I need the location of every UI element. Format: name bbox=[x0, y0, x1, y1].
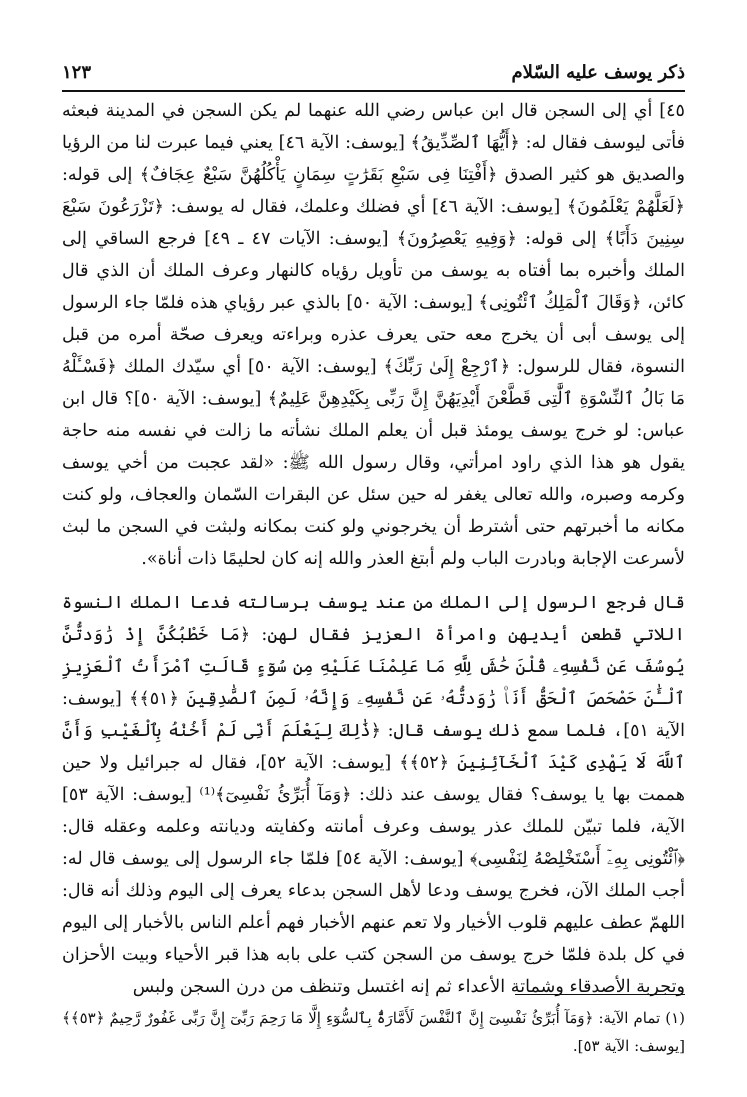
paragraph: ٤٥] أي إلى السجن قال ابن عباس رضي الله عنهما لم يكن السجن في المدينة فبعثه فأتى ليوسف فقال له: ﴿أَيُّهَا ٱلصِّدِّيقُ﴾ [يوسف: الآية ٤٦] يعني فيما عبرت لنا من الرؤيا والصديق هو كثير الصدق ﴿أَفْتِنَا فِى سَبْعِ بَقَرَٰتٍ سِمَانٍ يَأْكُلُهُنَّ سَبْعٌ عِجَافٌ﴾ إلى قوله: ﴿لَعَلَّهُمْ يَعْلَمُونَ﴾ [يوسف: الآية ٤٦] أي فضلك وعلمك، فقال له يوسف: ﴿تَزْرَعُونَ سَبْعَ سِنِينَ دَأَبًا﴾ إلى قوله: ﴿وَفِيهِ يَعْصِرُونَ﴾ [يوسف: الآيات ٤٧ ـ ٤٩] فرجع الساقي إلى الملك وأخبره بما أفتاه به يوسف من تأويل رؤياه كالنهار وعرف الملك أن الذي قال كائن، ﴿وَقَالَ ٱلْمَلِكُ ٱئْتُونِى﴾ [يوسف: الآية ٥٠] بالذي عبر رؤياي هذه فلمّا جاء الرسول إلى يوسف أبى أن يخرج معه حتى يعرف عذره وبراءته ويعرف صحّة أمره من قبل النسوة، فقال للرسول: ﴿ٱرْجِعْ إِلَىٰ رَبِّكَ﴾ [يوسف: الآية ٥٠] أي سيّدك الملك ﴿فَسْـَٔلْهُ مَا بَالُ ٱلنِّسْوَةِ ٱلَّٰتِى قَطَّعْنَ أَيْدِيَهُنَّ إِنَّ رَبِّى بِكَيْدِهِنَّ عَلِيمٌ﴾ [يوسف: الآية ٥٠]؟ قال ابن عباس: لو خرج يوسف يومئذ قبل أن يعلم الملك نشأته ما زالت في نفسه منه حاجة يقول هو هذا الذي راود امرأتي، وقال رسول الله ﷺ: «لقد عجبت من أخي يوسف وكرمه وصبره، والله تعالى يغفر له حين سئل عن البقرات السّمان والعجاف، ولو كنت مكانه ما أخبرتهم حتى أشترط أن يخرجوني ولو كنت بمكانه ولبثت في السجن ما لبث لأسرعت الإجابة وبادرت الباب ولم أبتغ العذر والله إنه كان لحليمًا ذات أناة». bbox=[62, 101, 686, 569]
main-text bbox=[62, 95, 685, 1003]
page-number: ١٢٣ bbox=[62, 61, 92, 83]
footnote: (١) تمام الآية: ﴿وَمَآ أُبَرِّئُ نَفْسِىٓ إِنَّ ٱلنَّفْسَ لَأَمَّارَةٌۢ بِٱلسُّوٓءِ إِلَّا مَا رَحِمَ رَبِّىٓ إِنَّ رَبِّى غَفُورٌ رَّحِيمٌ ﴿٥٣﴾﴾ [يوسف: الآية ٥٣]. bbox=[62, 1009, 685, 1055]
page-header bbox=[62, 54, 685, 92]
running-title: ذكر يوسف عليه السّلام bbox=[511, 61, 685, 83]
footnote-divider bbox=[515, 994, 685, 995]
paragraph: قال فرجع الرسول إلى الملك من عند يوسف برسالته فدعا الملك النسوة اللاتي قطعن أيديهن وامرأة العزيز فقال لهن: ﴿مَا خَطْبُكُنَّ إِذْ رَٰوَدتُّنَّ يُوسُفَ عَن نَّفْسِهِۦ قُلْنَ حَٰشَ لِلَّهِ مَا عَلِمْنَا عَلَيْهِ مِن سُوٓءٍ قَالَتِ ٱمْرَأَتُ ٱلْعَزِيزِ ٱلْـَٰٔنَ حَصْحَصَ ٱلْحَقُّ أَنَا۠ رَٰوَدتُّهُۥ عَن نَّفْسِهِۦ وَإِنَّهُۥ لَمِنَ ٱلصَّٰدِقِينَ ﴿٥١﴾﴾ [يوسف: الآية ٥١]، فلما سمع ذلك يوسف قال: ﴿ذَٰلِكَ لِيَعْلَمَ أَنِّى لَمْ أَخُنْهُ بِٱلْغَيْبِ وَأَنَّ ٱللَّهَ لَا يَهْدِى كَيْدَ ٱلْخَآئِنِينَ ﴿٥٢﴾﴾ [يوسف: الآية ٥٢]، فقال له جبرائيل ولا حين هممت بها يا يوسف؟ فقال يوسف عند ذلك: ﴿وَمَآ أُبَرِّئُ نَفْسِىٓ﴾⁽¹⁾ [يوسف: الآية ٥٣] الآية، فلما تبيّن للملك عذر يوسف وعرف أمانته وكفايته وديانته وعلمه وعقله قال: ﴿ٱئْتُونِى بِهِۦٓ أَسْتَخْلِصْهُ لِنَفْسِى﴾ [يوسف: الآية ٥٤] فلمّا جاء الرسول إلى يوسف قال له: أجب الملك الآن، فخرج يوسف ودعا لأهل السجن بدعاء يعرف إلى اليوم وذلك أنه قال: اللهمّ عطف عليهم قلوب الأخيار ولا تعم عنهم الأخبار فهم أعلم الناس بالأخبار إلى اليوم في كل بلدة فلمّا خرج يوسف من السجن كتب على بابه هذا قبر الأحياء وبيت الأحزان وتجربة الأصدقاء وشماتة الأعداء ثم إنه اغتسل وتنظف من درن السجن ولبس bbox=[62, 593, 686, 997]
